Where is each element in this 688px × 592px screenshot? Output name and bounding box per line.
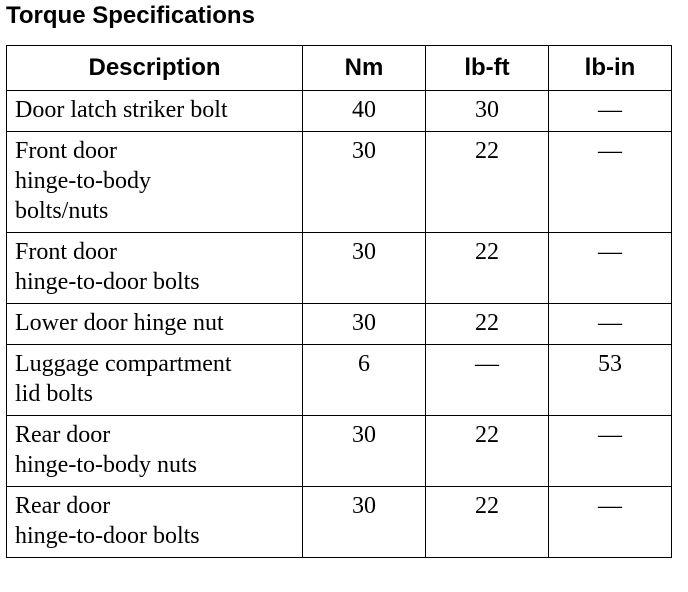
cell-nm: 30 [303, 416, 426, 487]
cell-description: Rear door hinge-to-body nuts [7, 416, 303, 487]
table-row [7, 132, 672, 233]
cell-nm: 30 [303, 132, 426, 233]
cell-lb-in: 53 [549, 345, 672, 416]
cell-lb-ft: 30 [426, 91, 549, 132]
cell-lb-ft: — [426, 345, 549, 416]
cell-lb-in: — [549, 304, 672, 345]
header-nm: Nm [303, 46, 426, 91]
cell-description: Lower door hinge nut [7, 304, 303, 345]
header-description: Description [7, 46, 303, 91]
cell-lb-in: — [549, 416, 672, 487]
table-row [7, 416, 672, 487]
cell-description: Front door hinge-to-door bolts [7, 233, 303, 304]
cell-nm: 30 [303, 233, 426, 304]
cell-nm: 30 [303, 304, 426, 345]
cell-description: Front door hinge-to-body bolts/nuts [7, 132, 303, 233]
header-lb-ft: lb-ft [426, 46, 549, 91]
cell-nm: 30 [303, 487, 426, 558]
cell-nm: 40 [303, 91, 426, 132]
table-row [7, 487, 672, 558]
table-row [7, 304, 672, 345]
cell-lb-ft: 22 [426, 132, 549, 233]
cell-lb-ft: 22 [426, 487, 549, 558]
cell-lb-in: — [549, 132, 672, 233]
table-header-row [7, 46, 672, 91]
cell-lb-ft: 22 [426, 304, 549, 345]
table-row [7, 233, 672, 304]
table-row [7, 345, 672, 416]
cell-description: Door latch striker bolt [7, 91, 303, 132]
cell-lb-in: — [549, 91, 672, 132]
torque-specifications-table [6, 45, 672, 558]
header-lb-in: lb-in [549, 46, 672, 91]
cell-lb-in: — [549, 233, 672, 304]
page-title: Torque Specifications [6, 2, 255, 29]
table-row [7, 91, 672, 132]
cell-lb-ft: 22 [426, 416, 549, 487]
cell-lb-ft: 22 [426, 233, 549, 304]
cell-description: Rear door hinge-to-door bolts [7, 487, 303, 558]
cell-lb-in: — [549, 487, 672, 558]
cell-description: Luggage compartment lid bolts [7, 345, 303, 416]
cell-nm: 6 [303, 345, 426, 416]
